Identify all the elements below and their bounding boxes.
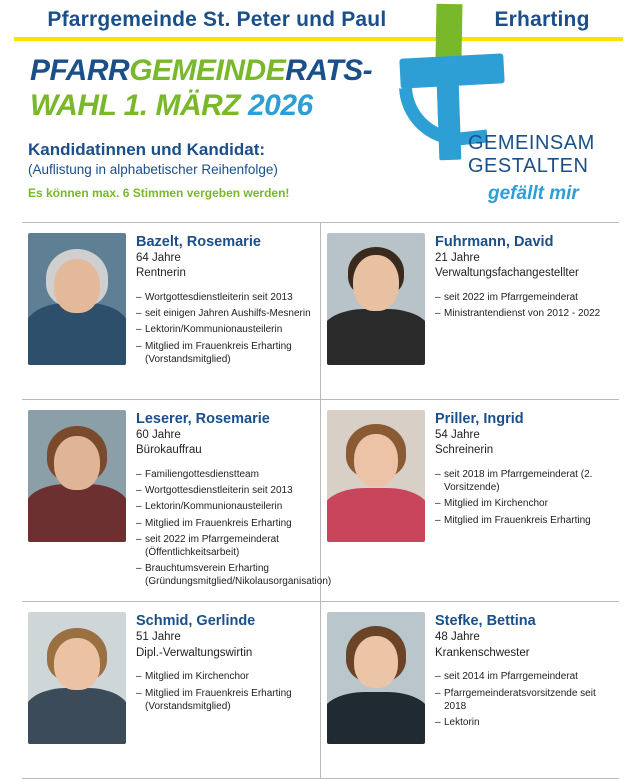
candidate-bullet: – seit 2014 im Pfarrgemeinderat xyxy=(435,670,614,683)
election-title-part2: GEMEINDE xyxy=(129,54,286,87)
candidates-grid xyxy=(22,222,619,779)
claim-block xyxy=(468,132,637,205)
candidate-job: Rentnerin xyxy=(136,267,186,280)
avatar xyxy=(28,612,126,744)
candidate-bullet: – Mitglied im Frauenkreis Erharting xyxy=(136,517,316,530)
candidate-bullet: – Wortgottesdienstleiterin seit 2013 xyxy=(136,484,316,497)
candidates-heading-block xyxy=(28,140,388,200)
candidate-bullet: – Lektorin/Kommunionausteilerin xyxy=(136,500,316,513)
candidate-bullet: – Mitglied im Frauenkreis Erharting (Vorstandsmitglied) xyxy=(136,687,316,713)
avatar-face xyxy=(54,638,100,690)
candidate-name: Schmid, Gerlinde xyxy=(136,613,256,630)
candidate-bullets xyxy=(136,670,316,713)
header-title xyxy=(0,8,637,32)
claim-line-2: GESTALTEN xyxy=(468,155,589,177)
candidate-name: Fuhrmann, David xyxy=(435,234,554,250)
candidates-heading: Kandidatinnen und Kandidat: xyxy=(28,140,266,159)
candidate-bullet: – Familiengottesdienstteam xyxy=(136,468,316,481)
candidate-bullets xyxy=(136,468,332,589)
avatar-face xyxy=(353,255,399,311)
candidate-bullet: – seit 2018 im Pfarrgemeinderat (2. Vorsitzende) xyxy=(435,468,614,494)
candidate-age: 51 Jahre xyxy=(136,631,181,644)
avatar-face xyxy=(54,436,100,490)
election-date-text: WAHL 1. MÄRZ xyxy=(30,89,241,122)
candidate-info xyxy=(126,233,316,389)
header-divider xyxy=(14,37,623,41)
candidate-age: 21 Jahre xyxy=(435,251,480,264)
candidate-name: Bazelt, Rosemarie xyxy=(136,234,261,250)
avatar xyxy=(327,612,425,744)
candidate-bullet: – seit einigen Jahren Aushilfs-Mesnerin xyxy=(136,307,316,320)
candidate-card-schmid xyxy=(22,602,320,778)
candidate-job: Verwaltungsfachangestellter xyxy=(435,267,579,280)
candidate-bullet: – Mitglied im Kirchenchor xyxy=(136,670,316,683)
candidate-bullet: – Mitglied im Kirchenchor xyxy=(435,497,614,510)
candidate-info xyxy=(126,410,332,591)
avatar-face xyxy=(354,434,398,486)
candidate-card-bazelt xyxy=(22,223,320,399)
logo-green-bar xyxy=(436,4,463,60)
election-title-part1: PFARR xyxy=(30,54,130,87)
candidate-bullet: – Wortgottesdienstleiterin seit 2013 xyxy=(136,291,316,304)
title-zone xyxy=(0,44,637,216)
election-title-line1 xyxy=(30,56,380,86)
candidate-card-stefke xyxy=(320,602,618,778)
candidate-age: 60 Jahre xyxy=(136,428,181,441)
candidate-row xyxy=(22,602,619,779)
candidate-bullets xyxy=(435,468,614,527)
candidate-bullets xyxy=(136,291,316,366)
candidate-info xyxy=(425,410,614,591)
claim-line-3: gefällt mir xyxy=(488,183,579,204)
candidate-card-leserer xyxy=(22,400,332,601)
avatar-face xyxy=(354,636,398,688)
candidate-row xyxy=(22,400,619,602)
candidate-age: 54 Jahre xyxy=(435,428,480,441)
avatar-body xyxy=(327,309,425,365)
candidate-bullet: – Lektorin xyxy=(435,716,614,729)
claim-line-1: GEMEINSAM xyxy=(468,132,595,154)
candidate-card-priller xyxy=(320,400,618,601)
candidate-bullets xyxy=(435,291,614,320)
candidate-bullet: – Mitglied im Frauenkreis Erharting (Vorstandsmitglied) xyxy=(136,340,316,366)
avatar-body xyxy=(28,484,126,542)
candidate-bullet: – Brauchtumsverein Erharting (Gründungsmitglied/Nikolausorganisation) xyxy=(136,562,316,588)
candidate-job: Dipl.-Verwaltungswirtin xyxy=(136,646,253,659)
avatar xyxy=(327,233,425,365)
avatar-body xyxy=(327,488,425,542)
election-title-part3: RATS- xyxy=(285,54,373,87)
candidate-info xyxy=(126,612,316,768)
candidate-card-fuhrmann xyxy=(320,223,618,399)
candidate-job: Krankenschwester xyxy=(435,646,530,659)
election-year: 2026 xyxy=(247,89,313,122)
candidate-bullet: – seit 2022 im Pfarrgemeinderat xyxy=(435,291,614,304)
candidate-name: Leserer, Rosemarie xyxy=(136,411,270,427)
candidate-job: Schreinerin xyxy=(435,444,494,457)
avatar-face xyxy=(54,259,100,313)
candidate-bullets xyxy=(435,670,614,729)
candidate-info xyxy=(425,612,614,768)
avatar xyxy=(28,233,126,365)
candidate-name: Priller, Ingrid xyxy=(435,411,524,427)
avatar xyxy=(28,410,126,542)
candidate-job: Bürokauffrau xyxy=(136,444,202,457)
candidate-row xyxy=(22,223,619,400)
election-title-line2 xyxy=(30,91,380,121)
candidate-age: 64 Jahre xyxy=(136,251,181,264)
avatar-body xyxy=(327,692,425,744)
candidate-bullet: – Lektorin/Kommunionausteilerin xyxy=(136,323,316,336)
candidate-name: Stefke, Bettina xyxy=(435,613,536,630)
avatar-body xyxy=(28,688,126,744)
page-header xyxy=(0,0,637,44)
candidates-subheading: (Auflistung in alphabetischer Reihenfolge) xyxy=(28,162,278,177)
election-title xyxy=(30,56,380,121)
candidate-bullet: – seit 2022 im Pfarrgemeinderat (Öffentlichkeitsarbeit) xyxy=(136,533,316,559)
candidate-age: 48 Jahre xyxy=(435,631,480,644)
candidate-info xyxy=(425,233,614,389)
candidate-bullet: – Mitglied im Frauenkreis Erharting xyxy=(435,514,614,527)
candidate-bullet: – Pfarrgemeinderatsvorsitzende seit 2018 xyxy=(435,687,614,713)
candidate-bullet: – Ministrantendienst von 2012 - 2022 xyxy=(435,307,614,320)
votes-note: Es können max. 6 Stimmen vergeben werden! xyxy=(28,186,290,200)
avatar xyxy=(327,410,425,542)
header-title-right: Erharting xyxy=(494,8,590,31)
header-title-left: Pfarrgemeinde St. Peter und Paul xyxy=(47,8,387,31)
